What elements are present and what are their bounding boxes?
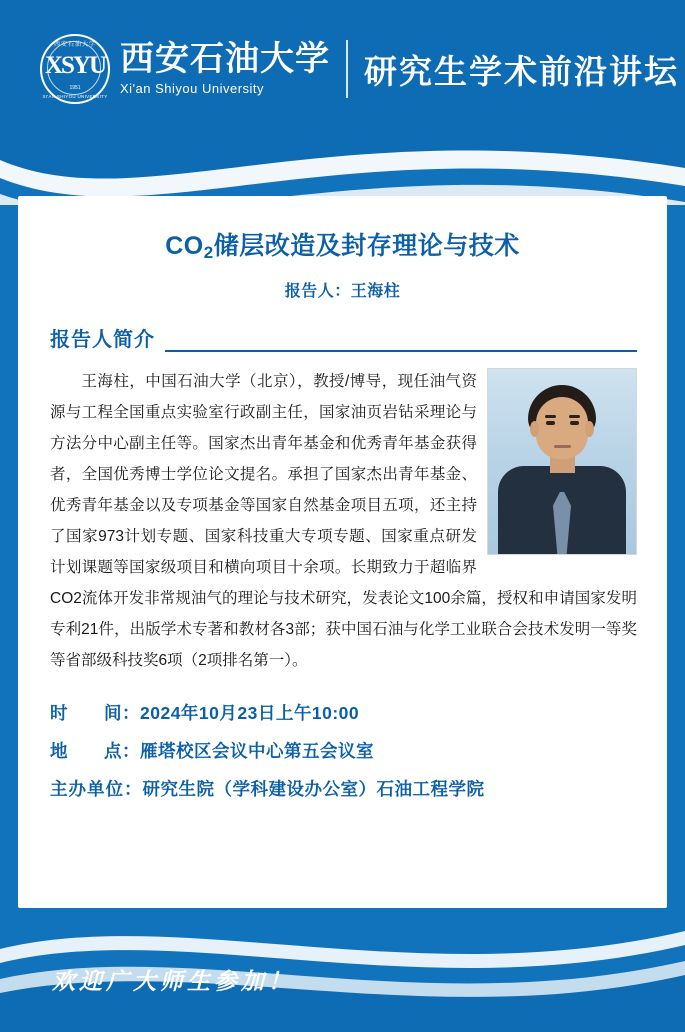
talk-title [18,226,667,262]
welcome-message: 欢迎广大师生参加！ [52,969,295,994]
speaker-portrait [487,368,637,555]
speaker-bio-block [50,366,637,676]
poster-header [0,0,685,205]
portrait-ear-left [530,421,539,437]
forum-title: 研究生学术前沿讲坛 [364,54,679,91]
portrait-face [536,397,588,459]
portrait-brow-left [545,415,556,418]
logo-year: 1951 [69,85,81,91]
event-info-organizer-value: 研究生院（学科建设办公室）石油工程学院 [142,779,485,799]
talk-title-subscript: 2 [203,243,214,262]
university-name-en: Xi'an Shiyou University [120,81,265,97]
portrait-eye-right [570,421,579,425]
section-title: 报告人简介 [50,323,165,352]
portrait-mouth [554,445,571,448]
content-card [18,196,667,908]
logo-monogram: XSYU [44,52,106,79]
bio-text: 王海柱，中国石油大学（北京），教授/博导，现任油气资源与工程全国重点实验室行政副主任，国家油页岩钻采理论与方法分中心副主任等。国家杰出青年基金和优秀青年基金获得者，全国优秀博士学位论文提名。承担了国家杰出青年基金、优秀青年基金以及专项基金等国家自然基金项目五项，还主持了国家973计划专题、国家科技重大专项专题、国家重点研发计划课题等国家级项目和横向项目十余项。长期致力于超临界CO2流体开发非常规油气的理论与技术研究，发表论文100余篇，授权和申请国家发明专利21件，出版学术专著和教材各3部；获中国石油与化学工业联合会技术发明一等奖等省部级科技奖6项（2项排名第一）。 [50,373,637,669]
portrait-ear-right [585,421,594,437]
logo-bottom-text: XI'AN SHIYOU UNIVERSITY [42,94,108,99]
event-info-location-label: 地 点： [50,741,140,761]
university-logo-icon [40,34,110,104]
header-brand-row [40,34,679,104]
event-info-list [50,700,667,801]
talk-title-pre: CO [165,232,204,260]
portrait-brow-right [569,415,580,418]
speaker-line: 报告人：王海柱 [284,283,401,300]
talk-title-post: 储层改造及封存理论与技术 [213,232,520,260]
university-name-cn: 西安石油大学 [120,40,330,78]
event-info-time-value: 2024年10月23日上午10:00 [140,703,360,723]
section-header-speaker-bio [18,323,667,352]
event-info-organizer [50,776,667,801]
university-name-block [120,42,330,97]
event-info-organizer-label: 主办单位： [50,779,143,799]
header-divider [346,40,348,98]
logo-top-text: 西安石油大学 [53,42,96,48]
portrait-eye-left [546,421,555,425]
event-info-time-label: 时 间： [50,703,140,723]
event-info-location-value: 雁塔校区会议中心第五会议室 [140,741,374,761]
header-wave-decoration [0,120,685,205]
event-info-location [50,738,667,763]
event-info-time [50,700,667,725]
